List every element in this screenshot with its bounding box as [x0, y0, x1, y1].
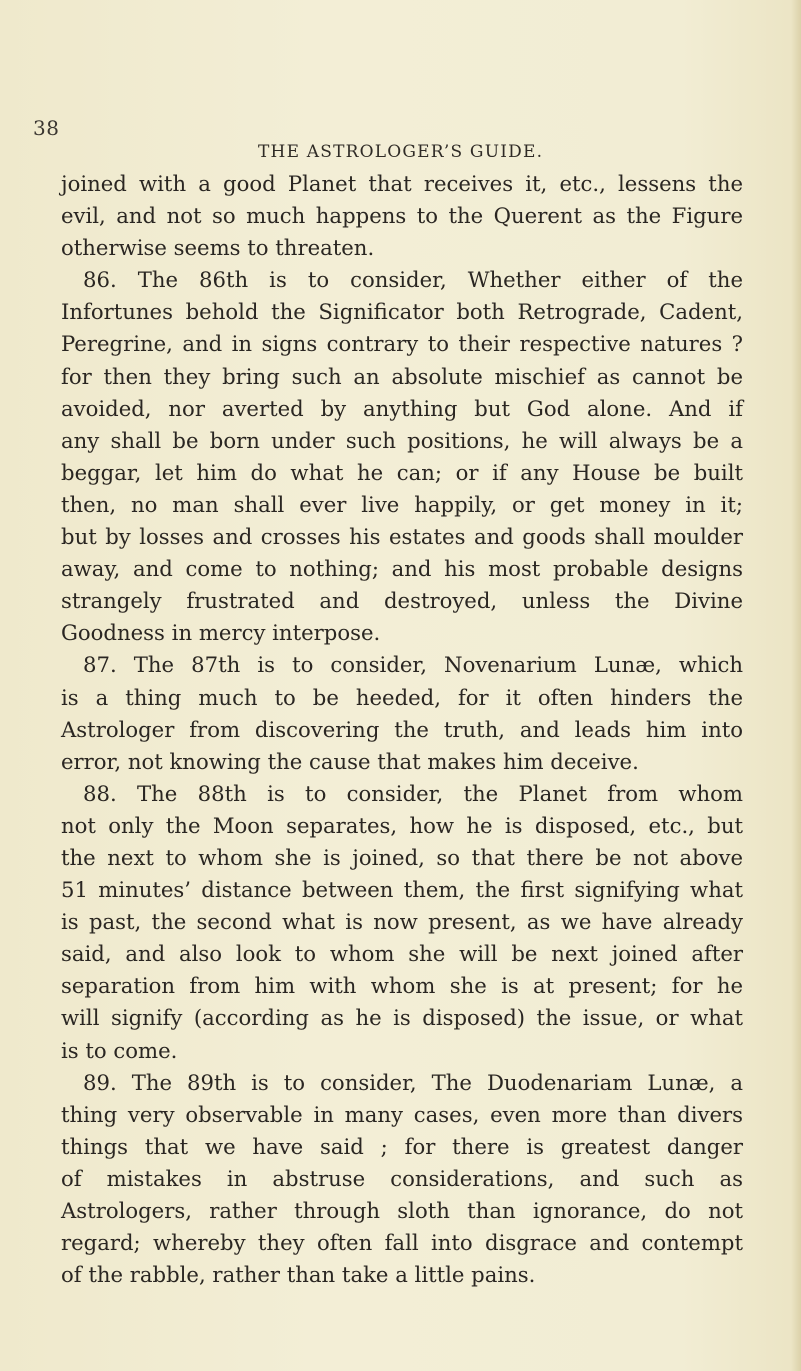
text-line: regard; whereby they often fall into disgrace and contempt: [61, 1230, 743, 1256]
text-line: but by losses and crosses his estates and goods shall moulder: [61, 524, 743, 550]
body-text: [61, 168, 743, 1291]
text-line: any shall be born under such positions, he will always be a: [61, 427, 743, 453]
text-line: avoided, nor averted by anything but God alone. And if: [61, 395, 743, 421]
page-edge-shadow: [791, 0, 801, 1371]
text-line: of the rabble, rather than take a little pains.: [61, 1262, 536, 1288]
text-line: joined with a good Planet that receives it, etc., lessens the: [61, 171, 743, 196]
text-line: is a thing much to be heeded, for it often hinders the: [61, 684, 743, 710]
text-line: evil, and not so much happens to the Querent as the Figure: [61, 203, 743, 229]
text-line: of mistakes in abstruse considerations, and such as: [61, 1165, 743, 1191]
text-line: said, and also look to whom she will be next joined after: [61, 941, 743, 967]
paragraph-87-start: 87. The 87th is to consider, Novenarium Lunæ, which: [83, 652, 743, 678]
page-number: 38: [33, 116, 60, 140]
text-line: will signify (according as he is disposed) the issue, or what: [61, 1005, 743, 1031]
text-line: Goodness in mercy interpose.: [61, 620, 381, 646]
paragraph-89-start: 89. The 89th is to consider, The Duodenariam Lunæ, a: [83, 1069, 743, 1095]
text-line: beggar, let him do what he can; or if any House be built: [61, 459, 743, 485]
text-line: Astrologer from discovering the truth, and leads him into: [61, 716, 743, 742]
text-line: then, no man shall ever live happily, or get money in it;: [61, 491, 743, 517]
text-line: not only the Moon separates, how he is disposed, etc., but: [61, 812, 743, 838]
text-line: away, and come to nothing; and his most probable designs: [61, 556, 743, 582]
text-line: for then they bring such an absolute mischief as cannot be: [61, 363, 743, 389]
text-line: is to come.: [61, 1037, 178, 1063]
text-line: Infortunes behold the Significator both Retrograde, Cadent,: [61, 299, 743, 325]
running-head: THE ASTROLOGER’S GUIDE.: [258, 142, 544, 162]
text-line: separation from him with whom she is at present; for he: [61, 973, 743, 999]
text-line: thing very observable in many cases, even more than divers: [61, 1101, 743, 1127]
text-line: error, not knowing the cause that makes him deceive.: [61, 748, 639, 774]
text-line: Astrologers, rather through sloth than ignorance, do not: [61, 1198, 743, 1223]
text-line: 51 minutes’ distance between them, the first signifying what: [61, 877, 743, 903]
text-line: Peregrine, and in signs contrary to their respective natures ?: [61, 331, 743, 357]
text-line: is past, the second what is now present, as we have already: [61, 909, 743, 935]
paragraph-86-start: 86. The 86th is to consider, Whether either of the: [83, 267, 743, 293]
text-line: strangely frustrated and destroyed, unless the Divine: [61, 588, 743, 614]
text-line: otherwise seems to threaten.: [61, 235, 375, 261]
text-line: the next to whom she is joined, so that there be not above: [61, 844, 743, 870]
paragraph-88-start: 88. The 88th is to consider, the Planet from whom: [83, 780, 743, 806]
text-line: things that we have said ; for there is greatest danger: [61, 1133, 743, 1159]
